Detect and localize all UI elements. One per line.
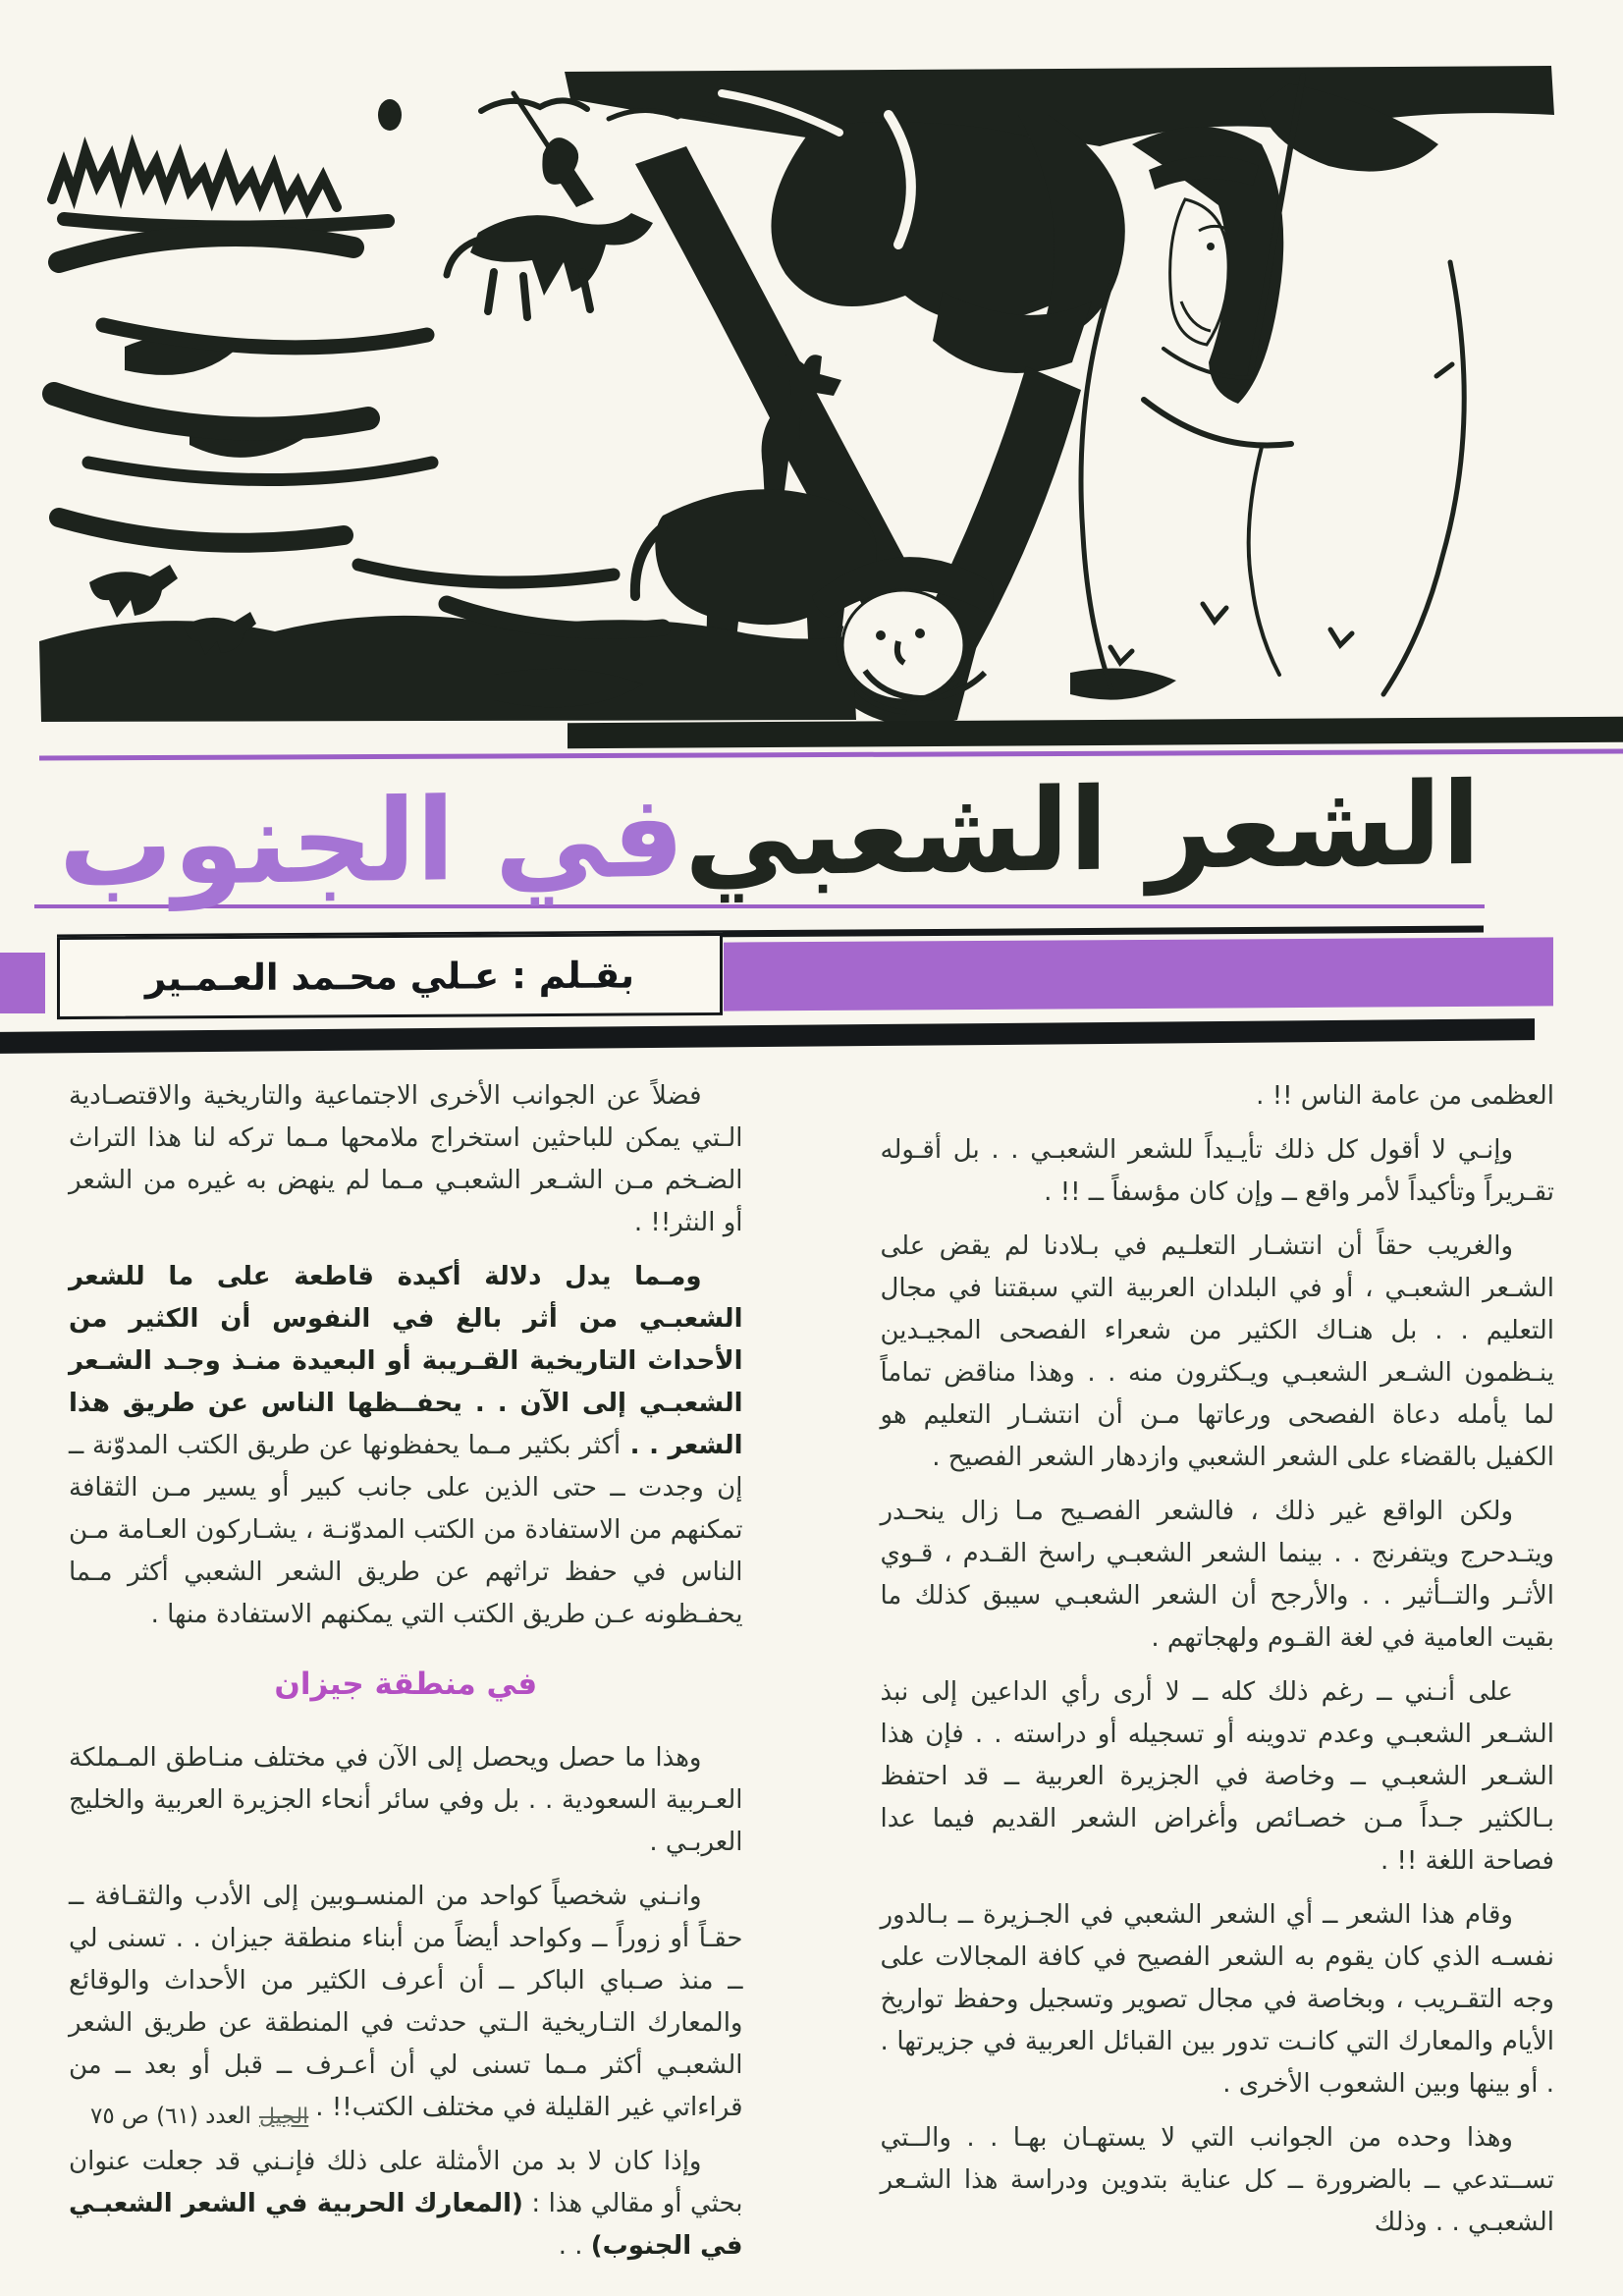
paragraph — [881, 1129, 1555, 1214]
text-run: فضلاً عن الجوانب الأخرى الاجتماعية والتاريخية والاقتصـادية الـتي يمكن للباحثين استخراج ملامحها مـما تركه لنا هذا التراث الضـخم مـن الشـعر الشعبـي مـما لم ينهض به غيره من الشعر أو النثر!! . — [69, 1081, 743, 1237]
bold-run: ومـما يدل دلالة أكيدة قاطعة على ما للشعر الشعبـي من أثر بالغ في النفوس أن الكثير من الأحداث التاريخية القـريبة أو البعيدة منـذ وجـد الشـعر الشعبـي إلى الآن . . يحفــظها الناس عن طريق هذا الشعر . . — [69, 1262, 743, 1460]
page-footer — [90, 2104, 308, 2129]
paragraph — [69, 1876, 743, 2129]
byline-purple-bar — [724, 937, 1553, 1011]
text-run: أكثر بكثير مـما يحفظونها عن طريق الكتب المدوّنة ــ إن وجدت ــ حتى الذين على جانب كبير أو يسير مـن الثقافة تمكنهم من الاستفادة من الكتب المدوّنـة ، يشـاركون العـامة مـن الناس في حفظ تراثهم عن طريق الشعر الشعبي أكثر مـما يحفـظونه عـن طريق الكتب التي يمكنهم الاستفادة منها . — [69, 1431, 743, 1629]
column-right — [881, 1075, 1555, 2279]
text-run: وانـني شخصياً كواحد من المنسـوبين إلى الأدب والثقـافة ــ حقـاً أو زوراً ــ وكواحد أيضاً من أبناء منطقة جيزان . . تسنى لي ــ منذ صـباي الباكر ــ أن أعرف الكثير من الأحداث والوقائع والمعارك التـاريخية الـتي حدثت في المنطقة عن طريق الشعر الشعبـي أكثر مـما تسنى لي أن أعـرف ــ قبل أو بعد ــ من قراءاتي غير القليلة في مختلف الكتب!! . — [69, 1882, 743, 2122]
paragraph — [69, 1737, 743, 1864]
text-run: على أنـني ــ رغم ذلك كله ــ لا أرى رأي الداعين إلى نبذ الشـعر الشعبـي وعدم تدوينه أو تسجيله أو دراسته . . فإن هذا الشـعر الشعبـي ــ وخاصة في الجزيرة العربية ــ قد احتفظ بـالكثير جـداً مـن خصـائص وأغراض الشعر القديم فيما عدا فصاحة اللغة !! . — [880, 1677, 1554, 1876]
masthead-bottom-bar — [0, 1018, 1535, 1054]
paragraph — [69, 1256, 743, 1636]
bold-run: (المعارك الحربية في الشعر الشعبـي في الجنوب) — [69, 2189, 743, 2261]
byline — [57, 933, 723, 1019]
byline-purple-square — [0, 953, 45, 1013]
paragraph — [881, 1075, 1555, 1118]
paragraph — [881, 1491, 1555, 1660]
text-run: والغريب حقاً أن انتشـار التعلـيم في بـلادنا لم يقض على الشـعر الشعبـي ، أو في البلدان العربية التي سبقتنا في مجال التعليم . . بل هنـاك الكثير من شعراء الفصحى المجيـدين ينـظمون الشـعر الشعبـي ويـكثرون منه . . وهذا مناقض تماماً لما يأمله دعاة الفصحى ورعاتها مـن أن انتشـار التعليم هو الكفيل بالقضاء على الشعر الشعبي وازدهار الشعر الفصيح . — [880, 1231, 1554, 1472]
text-run: وقام هذا الشعر ــ أي الشعر الشعبي في الجـزيرة ــ بـالدور نفسـه الذي كان يقوم به الشعر الفصيح في كافة المجالات على وجه التقـريب ، وبخاصة في مجال تصوير وتسجيل وحفظ تواريخ الأيام والمعارك التي كانـت تدور بين القبائل العربية في جزيرتها . . أو بينها وبين الشعوب الأخرى . — [880, 1900, 1554, 2099]
title-purple-part: في الجنوب — [58, 770, 685, 913]
text-run: وهذا وحده من الجوانب التي لا يستهـان بهـا . . والــتي تســتدعي ــ بالضرورة ــ كل عناية بتدوين ودراسة هذا الشـعر الشعبـي . . وذلك — [880, 2123, 1554, 2237]
page-title — [58, 747, 1481, 925]
magazine-logo: الجيل — [258, 2105, 309, 2129]
text-run: وإذا كان لا بد من الأمثلة على ذلك فإنـني قد جعلت عنوان بحثي أو مقالي هذا : — [69, 2147, 743, 2218]
paragraph — [881, 1226, 1555, 1479]
ink-illustration-svg — [34, 54, 1556, 722]
paragraph — [69, 2141, 743, 2268]
article-body — [69, 1075, 1554, 2279]
paragraph — [69, 1075, 743, 1244]
text-run: . . — [558, 2231, 591, 2261]
text-run: العظمى من عامة الناس !! . — [1256, 1081, 1554, 1111]
paragraph — [881, 1671, 1555, 1883]
title-black-part: الشعر الشعبي — [684, 757, 1481, 903]
text-run: وهذا ما حصل ويحصل إلى الآن في مختلف منـاطق المـملكة العـربية السعودية . . بل وفي سائر أنحاء الجزيرة العربية والخليج العربـي . — [69, 1743, 743, 1857]
illustration-bottom-band — [568, 717, 1623, 749]
text-run: ولكن الواقع غير ذلك ، فالشعر الفصـيح مـا زال ينحـدر ويتـدحرج ويتفرنج . . بينما الشعر الشعبـي راسخ القـدم ، قـوي الأثـر والتــأثير . . والأرجح أن الشعر الشعبـي سيبق كذلك ما بقيت العامية في لغة القـوم ولهجاتهم . — [880, 1497, 1554, 1653]
ink-illustration — [34, 54, 1556, 722]
paragraph — [881, 1894, 1555, 2105]
byline-text: بقـلم : عـلي محـمد العـمـير — [144, 953, 635, 1000]
paragraph — [881, 2117, 1555, 2244]
column-left — [69, 1075, 743, 2279]
text-run: وإنـي لا أقول كل ذلك تأيـيداً للشعر الشعبـي . . بل أقـوله تقـريراً وتأكيداً لأمر واقع ــ وإن كان مؤسفاً ــ !! . — [880, 1135, 1554, 1207]
section-heading: في منطقة جيزان — [274, 1667, 538, 1702]
issue-page-number: العدد (٦١) ص ٧٥ — [90, 2104, 251, 2129]
